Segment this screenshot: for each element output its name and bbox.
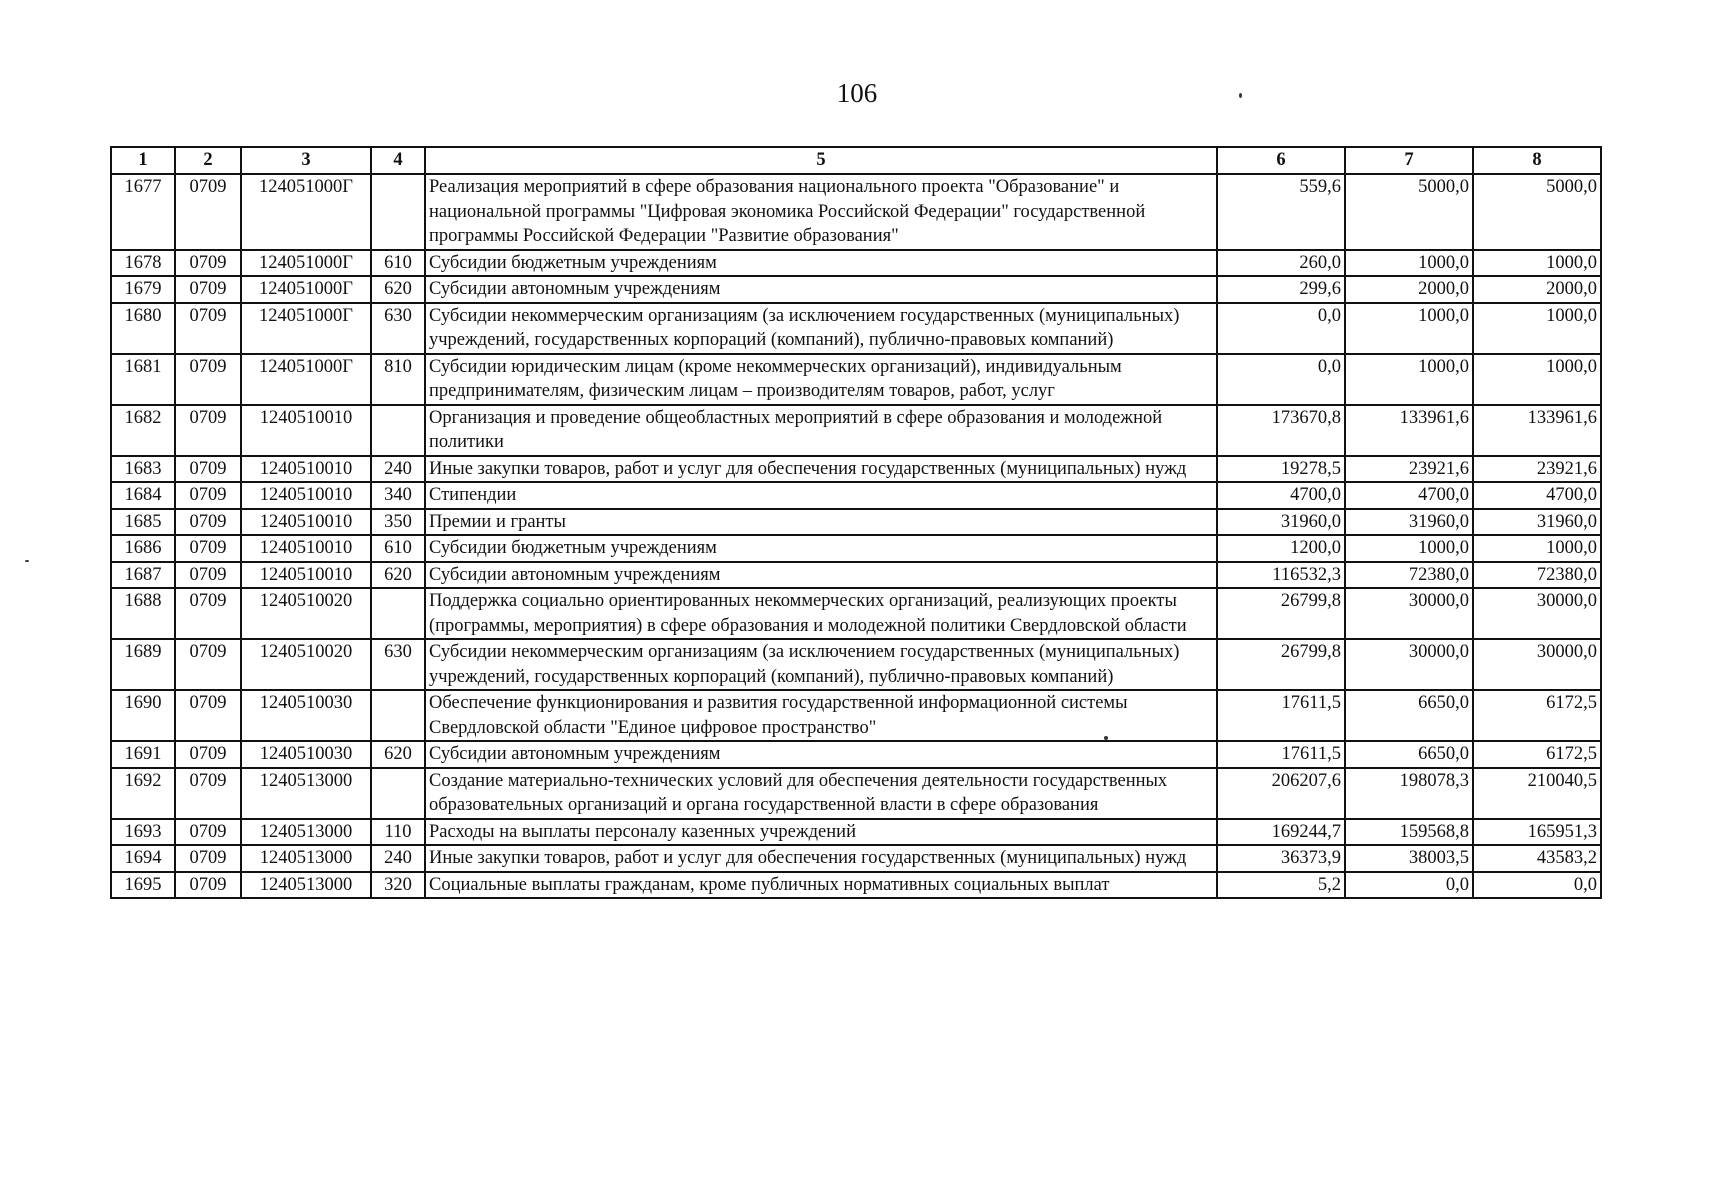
amount-col8-cell: 4700,0 [1473,482,1601,509]
section-code-cell: 0709 [175,405,241,456]
row-number-cell: 1694 [111,845,175,872]
table-body [111,174,1601,898]
expense-type-cell: 240 [371,845,425,872]
table-row [111,768,1601,819]
section-code-cell: 0709 [175,588,241,639]
amount-col6-cell: 1200,0 [1217,535,1345,562]
target-code-cell: 124051000Г [241,174,371,250]
amount-col6-cell: 31960,0 [1217,509,1345,536]
amount-col8-cell: 31960,0 [1473,509,1601,536]
column-header: 5 [425,147,1217,174]
amount-col6-cell: 299,6 [1217,276,1345,303]
target-code-cell: 1240510010 [241,509,371,536]
table-row [111,535,1601,562]
column-header: 1 [111,147,175,174]
section-code-cell: 0709 [175,562,241,589]
table-row [111,405,1601,456]
table-row [111,303,1601,354]
amount-col7-cell: 133961,6 [1345,405,1473,456]
row-number-cell: 1682 [111,405,175,456]
table-row [111,639,1601,690]
section-code-cell: 0709 [175,482,241,509]
amount-col6-cell: 206207,6 [1217,768,1345,819]
row-number-cell: 1691 [111,741,175,768]
scan-mark [25,560,29,562]
table-row [111,482,1601,509]
amount-col8-cell: 0,0 [1473,872,1601,899]
section-code-cell: 0709 [175,354,241,405]
row-number-cell: 1679 [111,276,175,303]
expense-type-cell: 630 [371,303,425,354]
amount-col6-cell: 0,0 [1217,354,1345,405]
table-row [111,872,1601,899]
expense-type-cell: 240 [371,456,425,483]
column-header: 3 [241,147,371,174]
table-row [111,509,1601,536]
expense-type-cell: 110 [371,819,425,846]
amount-col6-cell: 4700,0 [1217,482,1345,509]
expense-type-cell: 610 [371,250,425,277]
amount-col8-cell: 5000,0 [1473,174,1601,250]
expense-type-cell [371,174,425,250]
row-number-cell: 1677 [111,174,175,250]
description-cell: Поддержка социально ориентированных некоммерческих организаций, реализующих проекты (программы, мероприятия) в сфере образования и молодежной политики Свердловской области [425,588,1217,639]
target-code-cell: 124051000Г [241,354,371,405]
amount-col7-cell: 0,0 [1345,872,1473,899]
column-header: 6 [1217,147,1345,174]
amount-col7-cell: 1000,0 [1345,303,1473,354]
amount-col7-cell: 31960,0 [1345,509,1473,536]
description-cell: Социальные выплаты гражданам, кроме публичных нормативных социальных выплат [425,872,1217,899]
table-row [111,174,1601,250]
table-row [111,741,1601,768]
amount-col7-cell: 30000,0 [1345,639,1473,690]
amount-col6-cell: 260,0 [1217,250,1345,277]
amount-col7-cell: 72380,0 [1345,562,1473,589]
amount-col8-cell: 210040,5 [1473,768,1601,819]
table-row [111,588,1601,639]
description-cell: Стипендии [425,482,1217,509]
amount-col6-cell: 169244,7 [1217,819,1345,846]
description-cell: Субсидии некоммерческим организациям (за исключением государственных (муниципальных) учреждений, государственных корпораций (компаний), публично-правовых компаний) [425,303,1217,354]
table-row [111,276,1601,303]
section-code-cell: 0709 [175,174,241,250]
amount-col7-cell: 4700,0 [1345,482,1473,509]
target-code-cell: 1240513000 [241,845,371,872]
description-cell: Расходы на выплаты персоналу казенных учреждений [425,819,1217,846]
row-number-cell: 1687 [111,562,175,589]
section-code-cell: 0709 [175,741,241,768]
target-code-cell: 124051000Г [241,250,371,277]
amount-col6-cell: 559,6 [1217,174,1345,250]
amount-col8-cell: 30000,0 [1473,639,1601,690]
amount-col7-cell: 159568,8 [1345,819,1473,846]
target-code-cell: 1240510010 [241,562,371,589]
amount-col6-cell: 26799,8 [1217,588,1345,639]
row-number-cell: 1683 [111,456,175,483]
target-code-cell: 1240510010 [241,482,371,509]
row-number-cell: 1686 [111,535,175,562]
row-number-cell: 1692 [111,768,175,819]
amount-col8-cell: 6172,5 [1473,690,1601,741]
description-cell: Субсидии юридическим лицам (кроме некоммерческих организаций), индивидуальным предпринимателям, физическим лицам – производителям товаров, работ, услуг [425,354,1217,405]
amount-col6-cell: 116532,3 [1217,562,1345,589]
amount-col7-cell: 23921,6 [1345,456,1473,483]
section-code-cell: 0709 [175,456,241,483]
section-code-cell: 0709 [175,303,241,354]
table-row [111,845,1601,872]
column-header: 4 [371,147,425,174]
table-row [111,250,1601,277]
amount-col7-cell: 6650,0 [1345,741,1473,768]
row-number-cell: 1695 [111,872,175,899]
expense-type-cell [371,405,425,456]
target-code-cell: 1240510030 [241,741,371,768]
amount-col6-cell: 36373,9 [1217,845,1345,872]
amount-col8-cell: 72380,0 [1473,562,1601,589]
expense-type-cell: 320 [371,872,425,899]
page-number: 106 [836,78,878,108]
target-code-cell: 1240510030 [241,690,371,741]
target-code-cell: 1240513000 [241,872,371,899]
amount-col6-cell: 26799,8 [1217,639,1345,690]
expense-type-cell [371,588,425,639]
target-code-cell: 124051000Г [241,276,371,303]
budget-table [110,146,1602,899]
target-code-cell: 1240510020 [241,588,371,639]
amount-col8-cell: 1000,0 [1473,303,1601,354]
section-code-cell: 0709 [175,872,241,899]
row-number-cell: 1684 [111,482,175,509]
target-code-cell: 1240510010 [241,535,371,562]
target-code-cell: 1240510010 [241,456,371,483]
amount-col8-cell: 43583,2 [1473,845,1601,872]
amount-col7-cell: 30000,0 [1345,588,1473,639]
amount-col6-cell: 17611,5 [1217,690,1345,741]
amount-col7-cell: 38003,5 [1345,845,1473,872]
amount-col8-cell: 1000,0 [1473,535,1601,562]
amount-col6-cell: 19278,5 [1217,456,1345,483]
expense-type-cell [371,768,425,819]
amount-col8-cell: 6172,5 [1473,741,1601,768]
expense-type-cell: 620 [371,276,425,303]
section-code-cell: 0709 [175,509,241,536]
amount-col7-cell: 198078,3 [1345,768,1473,819]
expense-type-cell: 620 [371,741,425,768]
description-cell: Субсидии бюджетным учреждениям [425,250,1217,277]
amount-col8-cell: 2000,0 [1473,276,1601,303]
description-cell: Субсидии автономным учреждениям [425,741,1217,768]
amount-col8-cell: 23921,6 [1473,456,1601,483]
section-code-cell: 0709 [175,535,241,562]
description-cell: Иные закупки товаров, работ и услуг для обеспечения государственных (муниципальных) нужд [425,456,1217,483]
amount-col7-cell: 2000,0 [1345,276,1473,303]
target-code-cell: 1240510010 [241,405,371,456]
target-code-cell: 1240510020 [241,639,371,690]
amount-col7-cell: 1000,0 [1345,250,1473,277]
scan-mark [1239,93,1242,98]
amount-col8-cell: 1000,0 [1473,354,1601,405]
target-code-cell: 1240513000 [241,819,371,846]
amount-col7-cell: 5000,0 [1345,174,1473,250]
column-header: 8 [1473,147,1601,174]
amount-col8-cell: 165951,3 [1473,819,1601,846]
description-cell: Премии и гранты [425,509,1217,536]
expense-type-cell: 620 [371,562,425,589]
expense-type-cell: 350 [371,509,425,536]
section-code-cell: 0709 [175,768,241,819]
target-code-cell: 1240513000 [241,768,371,819]
amount-col6-cell: 5,2 [1217,872,1345,899]
section-code-cell: 0709 [175,639,241,690]
target-code-cell: 124051000Г [241,303,371,354]
section-code-cell: 0709 [175,276,241,303]
amount-col8-cell: 30000,0 [1473,588,1601,639]
amount-col7-cell: 1000,0 [1345,535,1473,562]
header-row [111,147,1601,174]
amount-col8-cell: 1000,0 [1473,250,1601,277]
column-header: 2 [175,147,241,174]
section-code-cell: 0709 [175,690,241,741]
amount-col6-cell: 173670,8 [1217,405,1345,456]
amount-col8-cell: 133961,6 [1473,405,1601,456]
row-number-cell: 1688 [111,588,175,639]
amount-col7-cell: 1000,0 [1345,354,1473,405]
expense-type-cell: 610 [371,535,425,562]
description-cell: Иные закупки товаров, работ и услуг для обеспечения государственных (муниципальных) нужд [425,845,1217,872]
description-cell: Реализация мероприятий в сфере образования национального проекта "Образование" и национальной программы "Цифровая экономика Российской Федерации" государственной программы Российской Федерации "Развитие образования" [425,174,1217,250]
row-number-cell: 1681 [111,354,175,405]
table-row [111,690,1601,741]
amount-col7-cell: 6650,0 [1345,690,1473,741]
expense-type-cell: 810 [371,354,425,405]
table-header [111,147,1601,174]
row-number-cell: 1678 [111,250,175,277]
description-cell: Субсидии некоммерческим организациям (за исключением государственных (муниципальных) учреждений, государственных корпораций (компаний), публично-правовых компаний) [425,639,1217,690]
amount-col6-cell: 0,0 [1217,303,1345,354]
description-cell: Субсидии автономным учреждениям [425,562,1217,589]
table-row [111,819,1601,846]
description-cell: Субсидии бюджетным учреждениям [425,535,1217,562]
section-code-cell: 0709 [175,819,241,846]
expense-type-cell [371,690,425,741]
expense-type-cell: 340 [371,482,425,509]
table-row [111,354,1601,405]
section-code-cell: 0709 [175,250,241,277]
table-row [111,562,1601,589]
section-code-cell: 0709 [175,845,241,872]
description-cell: Обеспечение функционирования и развития государственной информационной системы Свердловской области "Единое цифровое пространство" [425,690,1217,741]
description-cell: Организация и проведение общеобластных мероприятий в сфере образования и молодежной политики [425,405,1217,456]
row-number-cell: 1685 [111,509,175,536]
expense-type-cell: 630 [371,639,425,690]
row-number-cell: 1680 [111,303,175,354]
table-row [111,456,1601,483]
amount-col6-cell: 17611,5 [1217,741,1345,768]
description-cell: Создание материально-технических условий для обеспечения деятельности государственных образовательных организаций и органа государственной власти в сфере образования [425,768,1217,819]
column-header: 7 [1345,147,1473,174]
row-number-cell: 1693 [111,819,175,846]
row-number-cell: 1690 [111,690,175,741]
row-number-cell: 1689 [111,639,175,690]
description-cell: Субсидии автономным учреждениям [425,276,1217,303]
